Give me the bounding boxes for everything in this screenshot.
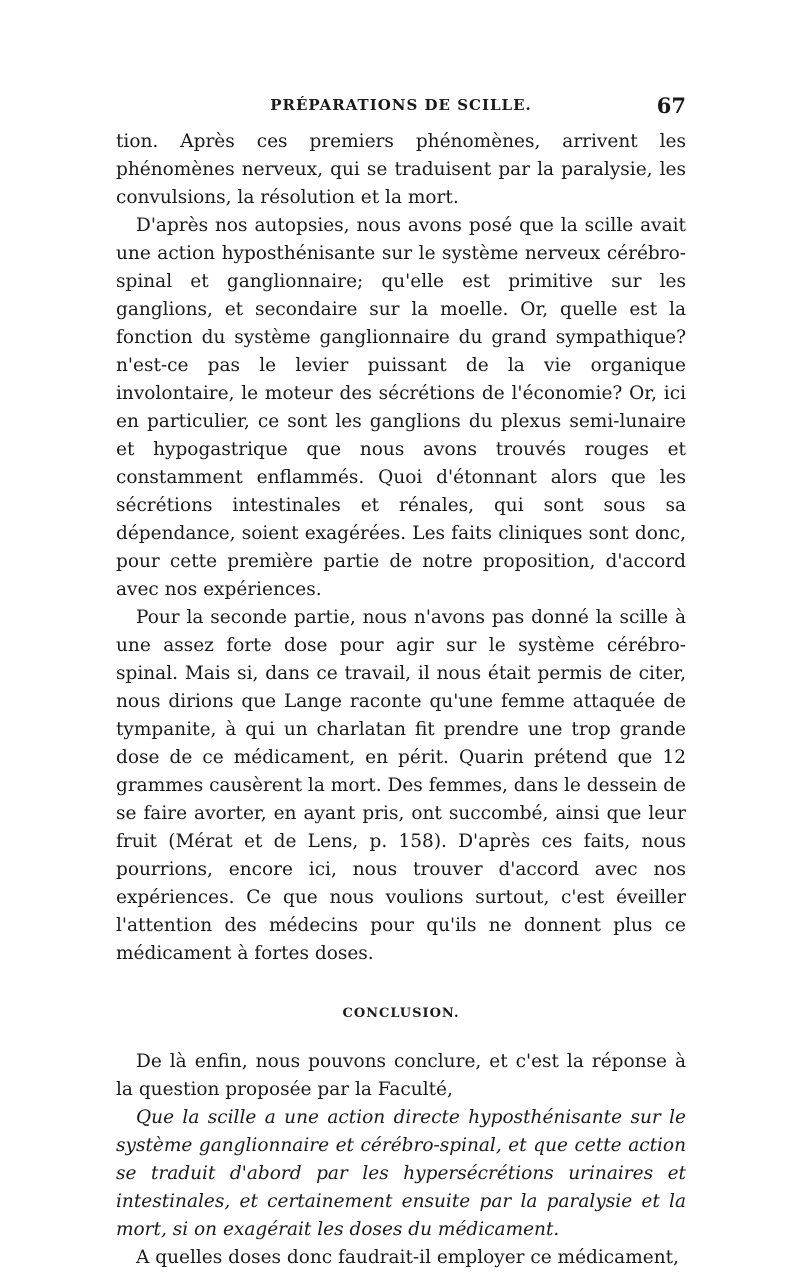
- section-title: CONCLUSION.: [342, 1006, 460, 1021]
- paragraph-conclusion-intro: De là enfin, nous pouvons conclure, et c'est la réponse à la question proposée par la Faculté,: [116, 1051, 686, 1100]
- paragraph-continuation: tion. Après ces premiers phénomènes, arrivent les phénomènes nerveux, qui se traduisent par la paralysie, les convulsions, la résolution et la mort.: [116, 131, 686, 208]
- running-head: [116, 93, 686, 122]
- paragraph-conclusion-statement: Que la scille a une action directe hyposthénisante sur le système ganglionnaire et cérébro-spinal, et que cette action se traduit d'abord par les hypersécrétions urinaires et intestinales, et certainement ensuite par la paralysie et la mort, si on exagérait les doses du médicament.: [116, 1107, 686, 1240]
- paragraph-seconde-partie: Pour la seconde partie, nous n'avons pas donné la scille à une assez forte dose pour agir sur le système cérébro-spinal. Mais si, dans ce travail, il nous était permis de citer, nous dirions que Lange raconte qu'une femme attaquée de tympanite, à qui un charlatan fit prendre une trop grande dose de ce médicament, en périt. Quarin prétend que 12 grammes causèrent la mort. Des femmes, dans le dessein de se faire avorter, en ayant pris, ont succombé, ainsi que leur fruit (Mérat et de Lens, p. 158). D'après ces faits, nous pourrions, encore ici, nous trouver d'accord avec nos expériences. Ce que nous voulions surtout, c'est éveiller l'attention des médecins pour qu'ils ne donnent plus ce médicament à fortes doses.: [116, 607, 686, 964]
- running-title: PRÉPARATIONS DE SCILLE.: [270, 96, 532, 114]
- paragraph-autopsies: D'après nos autopsies, nous avons posé que la scille avait une action hyposthénisante sur le système nerveux cérébro-spinal et ganglionnaire; qu'elle est primitive sur les ganglions, et secondaire sur la moelle. Or, quelle est la fonction du système ganglionnaire du grand sympathique? n'est-ce pas le levier puissant de la vie organique involontaire, le moteur des sécrétions de l'économie? Or, ici en particulier, ce sont les ganglions du plexus semi-lunaire et hypogastrique que nous avons trouvés rouges et constamment enflammés. Quoi d'étonnant alors que les sécrétions intestinales et rénales, qui sont sous sa dépendance, soient exagérées. Les faits cliniques sont donc, pour cette première partie de notre proposition, d'accord avec nos expériences.: [116, 215, 686, 600]
- body-text: [116, 128, 686, 1272]
- paragraph-doses-question: A quelles doses donc faudrait-il employer ce médicament,: [136, 1247, 679, 1268]
- page-number: 67: [656, 93, 686, 118]
